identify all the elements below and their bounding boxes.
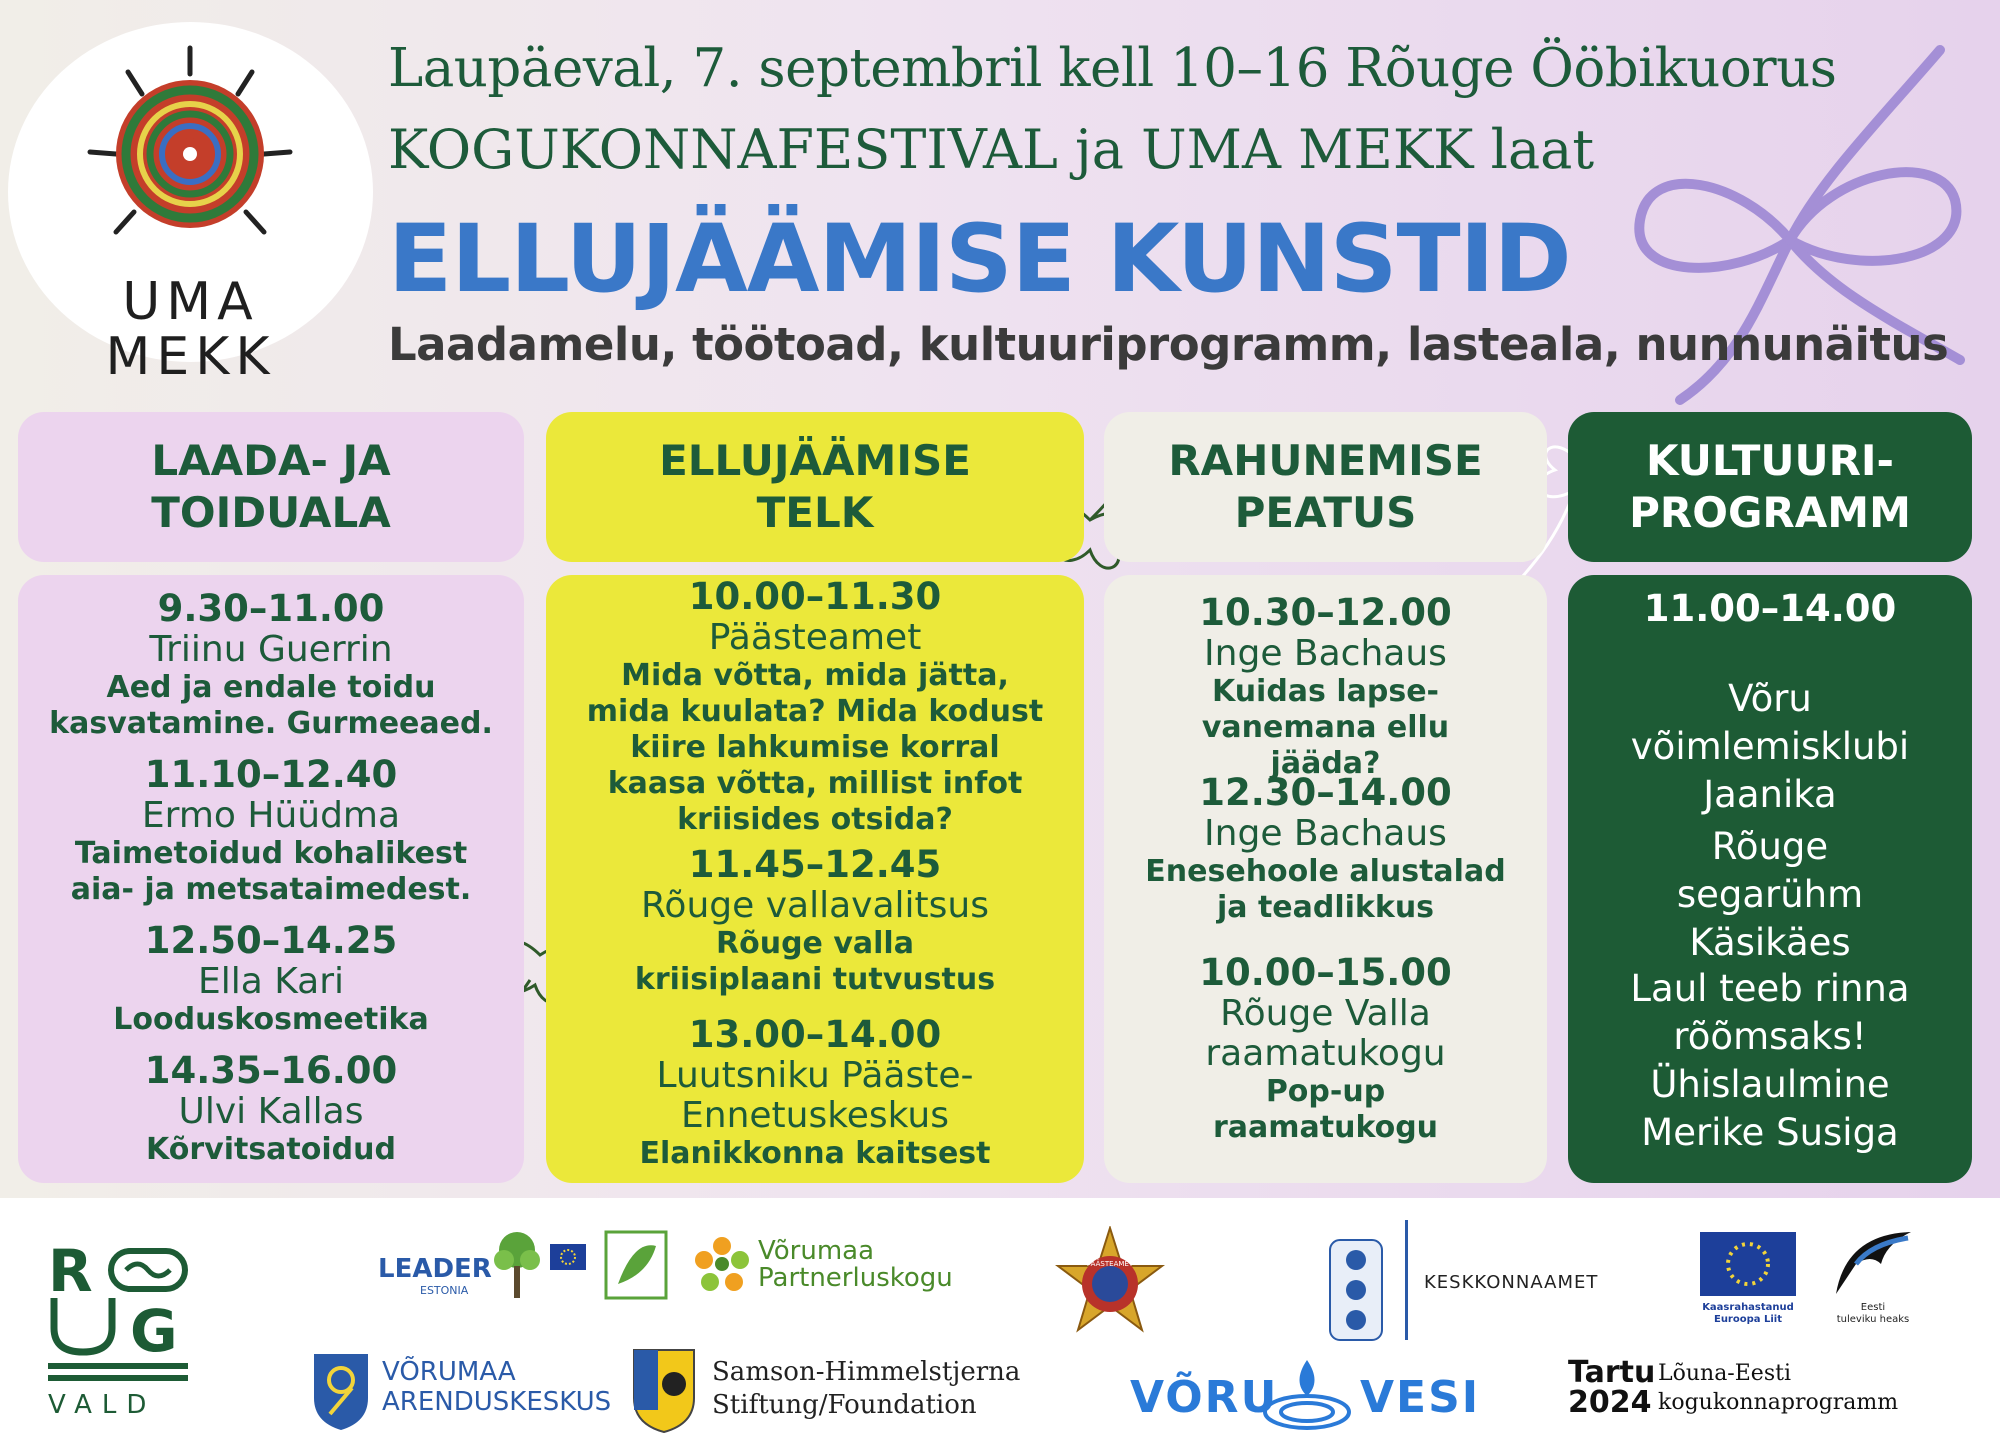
partner-line: Võrumaa [758, 1236, 875, 1266]
column-heading-kultuuriprogramm [1568, 412, 1972, 562]
tartu-line: Tartu [1568, 1355, 1656, 1390]
event-topic: Kuidas lapse-vanemana ellu jääda? [1201, 674, 1450, 781]
schedule-item [18, 755, 524, 908]
logo-word-uma: UMA [122, 272, 259, 332]
event-time: 11.10–12.40 [144, 753, 398, 796]
page-subtitle: Laadamelu, töötoad, kultuuriprogramm, lasteala, nunnunäitus [388, 318, 1949, 371]
samson-shield-icon [632, 1348, 696, 1434]
tree-icon [492, 1230, 542, 1300]
event-time: 12.50–14.25 [144, 919, 398, 962]
samson-line: Samson-Himmelstjerna [712, 1357, 1021, 1387]
leader-estonia-text: ESTONIA [420, 1284, 469, 1297]
vorumaa-partnerluskogu-text [758, 1238, 953, 1293]
event-presenter: Luutsniku Pääste-Ennetuskeskus [656, 1054, 974, 1136]
divider-line [1405, 1220, 1408, 1340]
heading-line: TOIDUALA [151, 488, 391, 537]
schedule-item [546, 1015, 1084, 1172]
event-topic: Mida võtta, mida jätta, mida kuulata? Mida kodust kiire lahkumise korral kaasa võtta, millist infot kriisides otsida? [586, 658, 1044, 837]
eesti-swallow-icon [1826, 1224, 1916, 1304]
event-topic: Taimetoidud kohalikest aia- ja metsataimedest. [70, 836, 472, 907]
event-topic: Pop-up raamatukogu [1212, 1074, 1439, 1146]
heading-line: ELLUJÄÄMISE [659, 435, 971, 485]
event-topic: Looduskosmeetika [113, 1002, 429, 1037]
arenduskeskus-line: ARENDUSKESKUS [382, 1386, 612, 1417]
heading-line: KULTUURI- [1646, 435, 1894, 485]
event-topic: Kõrvitsatoidud [146, 1132, 396, 1167]
logo-word-mekk: MEKK [105, 327, 276, 387]
rouge-vald-text: VALD [48, 1390, 157, 1420]
event-time: 13.00–14.00 [688, 1013, 942, 1056]
wave-icon [108, 1248, 188, 1292]
rouge-vald-logo [48, 1237, 198, 1420]
voru-vesi-word-1: VÕRU [1130, 1372, 1279, 1423]
eu-caption-line: Euroopa Liit [1713, 1314, 1783, 1325]
schedule-item [1104, 953, 1547, 1146]
u-shape-icon [48, 1298, 118, 1358]
column-body-ellujaamise-telk [546, 575, 1084, 1183]
samson-text [712, 1356, 1020, 1423]
event-date-location: Laupäeval, 7. septembril kell 10–16 Rõuge Ööbikuorus [388, 38, 1837, 99]
event-presenter: Päästeamet [708, 616, 922, 658]
column-body-rahunemise-peatus [1104, 575, 1547, 1183]
event-time: 9.30–11.00 [157, 587, 385, 630]
event-time: 12.30–14.00 [1199, 771, 1452, 814]
eesti-caption-line: tuleviku heaks [1836, 1314, 1910, 1325]
page-title: ELLUJÄÄMISE KUNSTID [388, 205, 1571, 314]
sponsor-footer [0, 1198, 2000, 1449]
event-presenter: Rõuge vallavalitsus [641, 884, 989, 926]
eesti-caption-line: Eesti [1860, 1302, 1886, 1313]
eesti-caption [1818, 1302, 1928, 1326]
arenduskeskus-text [382, 1358, 611, 1418]
event-presenter: Triinu Guerrin [149, 628, 393, 670]
partnerluskogu-flower-icon [690, 1232, 754, 1296]
schedule-item [1104, 593, 1547, 782]
tartu-2024-logo [1568, 1355, 1656, 1420]
heading-line: PROGRAMM [1629, 488, 1911, 537]
event-topic: Aed ja endale toidu kasvatamine. Gurmeeaed. [49, 670, 493, 741]
schedule-item [18, 589, 524, 742]
event-time: 14.35–16.00 [144, 1049, 398, 1092]
column-heading-ellujaamise-telk [546, 412, 1084, 562]
event-presenter: Ella Kari [197, 960, 345, 1002]
leader-logo-text: LEADER [378, 1254, 492, 1284]
event-presenter: Ermo Hüüdma [141, 794, 401, 836]
rouge-letter-g: G [130, 1297, 178, 1365]
tartu-caption-line: Lõuna-Eesti [1658, 1361, 1791, 1386]
spiral-sun-icon [68, 42, 313, 272]
event-presenter: Inge Bachaus [1204, 632, 1447, 674]
partner-line: Partnerluskogu [758, 1263, 953, 1294]
event-topic: Rõuge valla kriisiplaani tutvustus [634, 926, 996, 997]
schedule-item [18, 1051, 524, 1168]
leader-leaf-icon [604, 1230, 668, 1300]
heading-line: TELK [756, 488, 874, 537]
estonian-lions-coat-icon [1326, 1238, 1386, 1348]
e-lines-icon [48, 1362, 188, 1382]
uma-mekk-logo [8, 22, 373, 387]
event-name: KOGUKONNAFESTIVAL ja UMA MEKK laat [388, 118, 1595, 181]
paasteamet-star-badge-icon [1050, 1226, 1170, 1346]
event-time: 11.00–14.00 [1643, 587, 1897, 630]
samson-line: Stiftung/Foundation [712, 1390, 977, 1421]
eu-flag-icon [1700, 1232, 1796, 1296]
heading-line: RAHUNEMISE [1168, 435, 1483, 485]
arenduskeskus-line: VÕRUMAA [382, 1357, 516, 1387]
rouge-letter-r: R [48, 1237, 93, 1305]
schedule-item [546, 577, 1084, 838]
heading-line: LAADA- JA [151, 435, 391, 485]
event-time: 10.30–12.00 [1199, 591, 1452, 634]
event-presenter: Ulvi Kallas [178, 1090, 364, 1132]
column-body-laada [18, 575, 524, 1183]
paasteamet-label: PÄÄSTEAMET [1086, 1260, 1134, 1268]
water-drop-icon [1262, 1356, 1352, 1436]
schedule-item [18, 921, 524, 1038]
schedule-item [546, 845, 1084, 998]
program-item: Rõuge segarühm Käsikäes [1676, 825, 1864, 965]
tartu-caption [1658, 1360, 1898, 1417]
schedule-item [1104, 773, 1547, 926]
program-item: Võru võimlemisklubi Jaanika [1630, 677, 1910, 817]
tartu-caption-line: kogukonnaprogramm [1658, 1389, 1899, 1415]
event-topic: Enesehoole alustalad ja teadlikkus [1145, 854, 1506, 925]
voru-vesi-word-2: VESI [1360, 1372, 1481, 1423]
tartu-line: 2024 [1568, 1385, 1652, 1420]
eu-caption [1688, 1302, 1808, 1326]
event-presenter: Inge Bachaus [1204, 812, 1447, 854]
column-heading-rahunemise-peatus [1104, 412, 1547, 562]
eu-flag-icon [550, 1244, 586, 1270]
event-time: 11.45–12.45 [688, 843, 942, 886]
event-time: 10.00–15.00 [1199, 951, 1452, 994]
event-topic: Elanikkonna kaitsest [639, 1136, 991, 1172]
keskkonnaamet-text: KESKKONNAAMET [1424, 1272, 1599, 1293]
column-heading-laada [18, 412, 524, 562]
arenduskeskus-shield-icon [312, 1352, 370, 1432]
column-body-kultuuriprogramm [1568, 575, 1972, 1183]
heading-line: PEATUS [1234, 488, 1417, 537]
event-time: 10.00–11.30 [688, 575, 942, 618]
eu-caption-line: Kaasrahastanud [1702, 1302, 1794, 1313]
event-presenter: Rõuge Valla raamatukogu [1205, 992, 1446, 1074]
program-item: Laul teeb rinna rõõmsaks! Ühislaulmine Merike Susiga [1630, 967, 1910, 1155]
